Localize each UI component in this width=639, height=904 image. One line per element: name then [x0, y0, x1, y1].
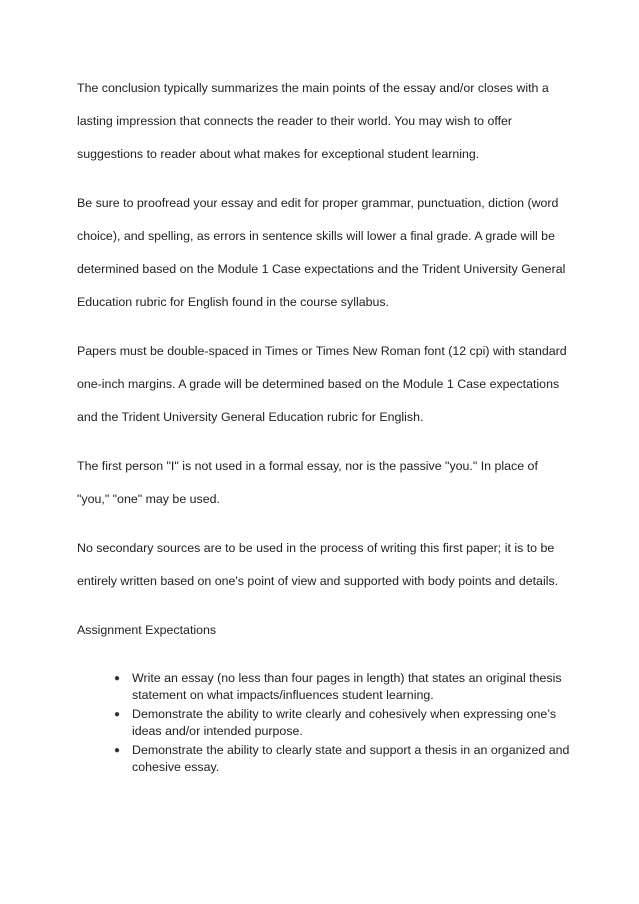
paragraph-first-person: The first person "I" is not used in a formal essay, nor is the passive "you." In place of "you," "one" may be used. [77, 459, 538, 506]
paragraph-sources: No secondary sources are to be used in the process of writing this first paper; it is to be entirely written based on one's point of view and supported with body points and details. [77, 541, 559, 588]
list-item-text: Write an essay (no less than four pages in length) that states an original thesis statement on what impacts/influences student learning. [132, 671, 562, 702]
bullet-icon: ● [114, 673, 121, 684]
paragraph-conclusion: The conclusion typically summarizes the main points of the essay and/or closes with a lasting impression that connects the reader to their world. You may wish to offer suggestions to reader about what makes for exceptional student learning. [77, 81, 549, 161]
section-heading: Assignment Expectations [77, 623, 217, 637]
expectations-list [77, 670, 572, 776]
document-body [77, 72, 570, 778]
list-item [114, 670, 572, 704]
list-item [114, 742, 572, 776]
paragraph-proofread: Be sure to proofread your essay and edit for proper grammar, punctuation, diction (word choice), and spelling, as errors in sentence skills will lower a final grade. A grade will be determined based on the Module 1 Case expectations and the Trident University General Education rubric for English found in the course syllabus. [77, 196, 566, 309]
list-item-text: Demonstrate the ability to write clearly and cohesively when expressing one’s ideas and/or intended purpose. [132, 707, 557, 738]
paragraph-formatting: Papers must be double-spaced in Times or Times New Roman font (12 cpi) with standard one-inch margins. A grade will be determined based on the Module 1 Case expectations and the Trident University General Education rubric for English. [77, 344, 567, 424]
list-item-text: Demonstrate the ability to clearly state and support a thesis in an organized and cohesive essay. [132, 743, 570, 774]
bullet-icon: ● [114, 745, 121, 756]
bullet-icon: ● [114, 709, 121, 720]
list-item [114, 706, 572, 740]
